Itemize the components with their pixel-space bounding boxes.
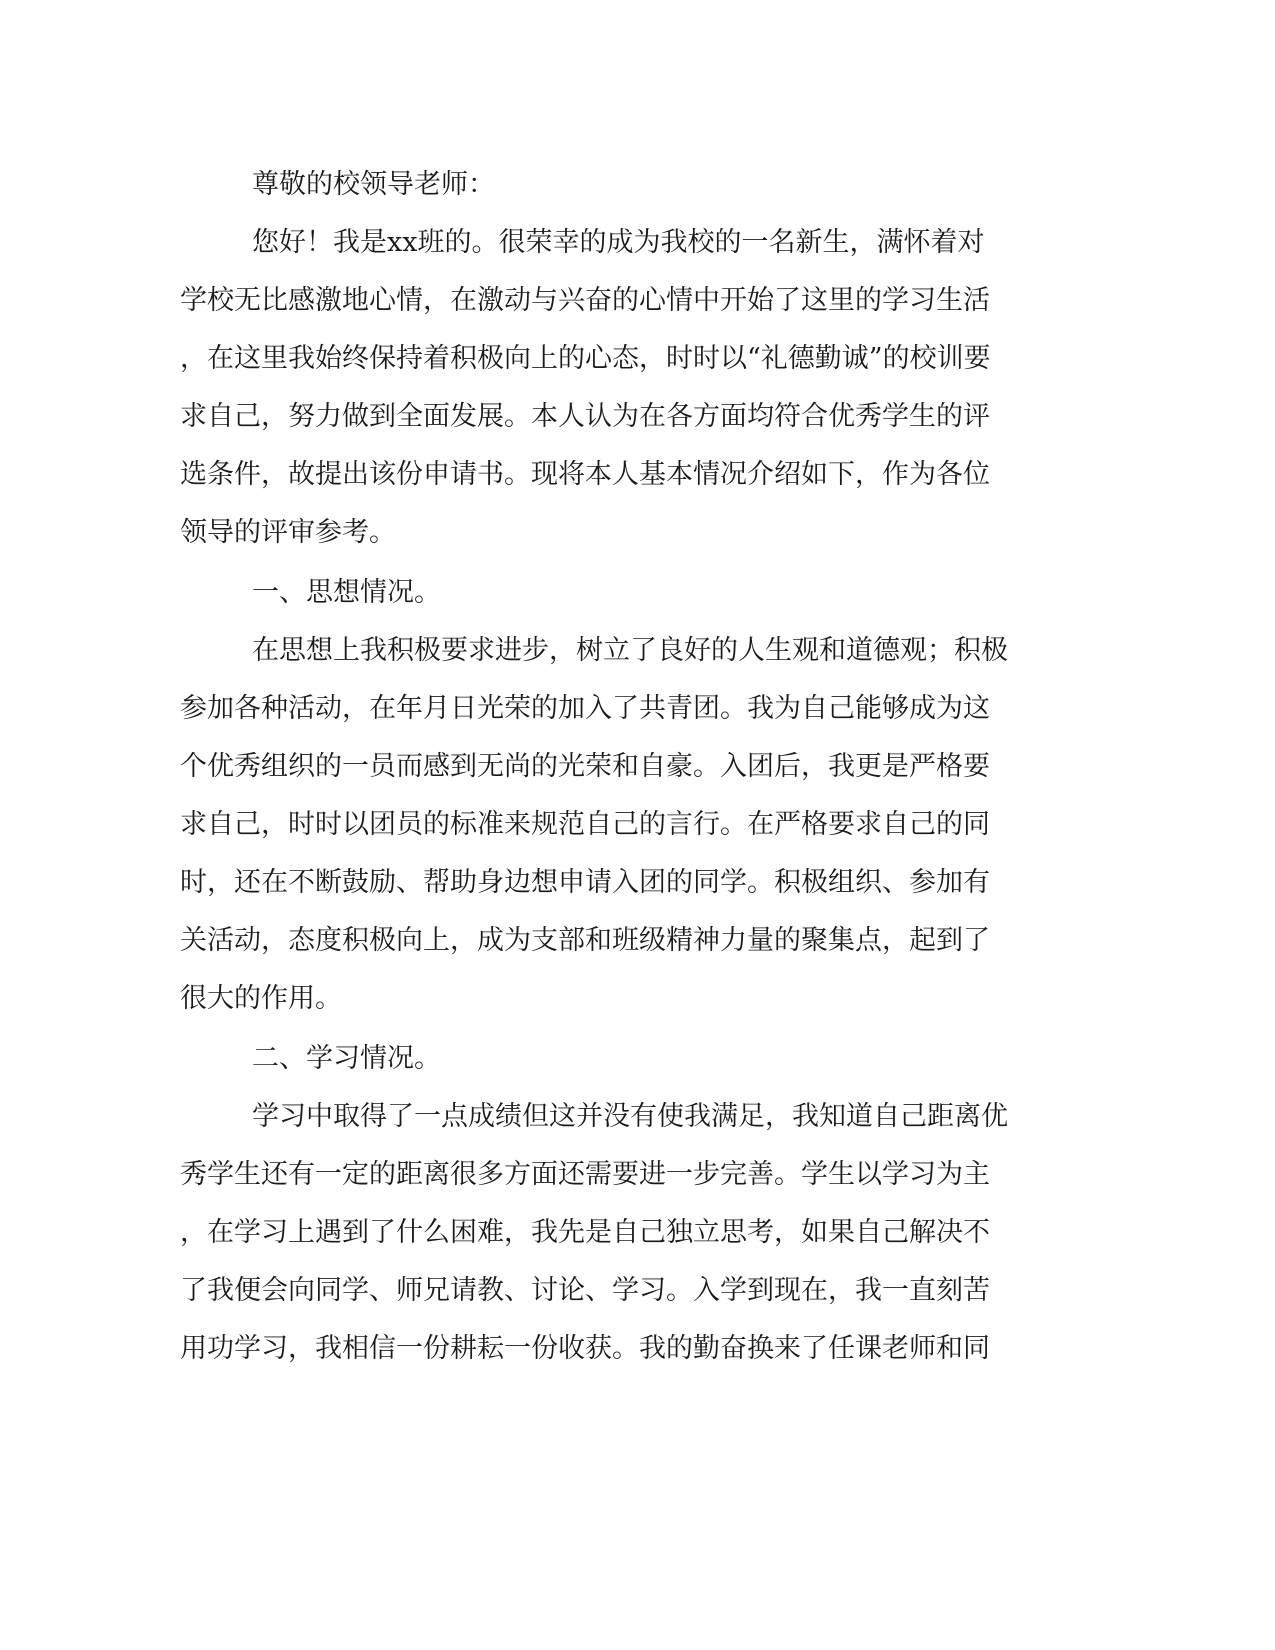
paragraph-line: 领导的评审参考。: [180, 517, 396, 548]
paragraph-line: 关活动，态度积极向上，成为支部和班级精神力量的聚集点，起到了: [180, 925, 990, 956]
paragraph-line: 很大的作用。: [180, 983, 342, 1014]
paragraph-line: 在思想上我积极要求进步，树立了良好的人生观和道德观；积极: [252, 635, 1008, 666]
paragraph-line: 求自己，努力做到全面发展。本人认为在各方面均符合优秀学生的评: [180, 401, 990, 432]
paragraph-line: 参加各种活动，在年月日光荣的加入了共青团。我为自己能够成为这: [180, 693, 990, 724]
paragraph-line: 选条件，故提出该份申请书。现将本人基本情况介绍如下，作为各位: [180, 459, 990, 490]
paragraph-line: 时，还在不断鼓励、帮助身边想申请入团的同学。积极组织、参加有: [180, 867, 990, 898]
paragraph-line: 学习中取得了一点成绩但这并没有使我满足，我知道自己距离优: [252, 1101, 1008, 1132]
paragraph-line: ，在这里我始终保持着积极向上的心态，时时以“礼德勤诚”的校训要: [180, 343, 991, 374]
paragraph-line: ，在学习上遇到了什么困难，我先是自己独立思考，如果自己解决不: [180, 1217, 990, 1248]
paragraph-line: 用功学习，我相信一份耕耘一份收获。我的勤奋换来了任课老师和同: [180, 1333, 990, 1364]
paragraph-line: 您好！我是xx班的。很荣幸的成为我校的一名新生，满怀着对: [252, 227, 985, 258]
paragraph-line: 个优秀组织的一员而感到无尚的光荣和自豪。入团后，我更是严格要: [180, 751, 990, 782]
paragraph-line: 学校无比感激地心情，在激动与兴奋的心情中开始了这里的学习生活: [180, 285, 990, 316]
salutation: 尊敬的校领导老师：: [252, 169, 495, 200]
section-heading: 一、思想情况。: [252, 577, 441, 608]
paragraph-line: 秀学生还有一定的距离很多方面还需要进一步完善。学生以学习为主: [180, 1159, 990, 1190]
paragraph-line: 求自己，时时以团员的标准来规范自己的言行。在严格要求自己的同: [180, 809, 990, 840]
paragraph-line: 了我便会向同学、师兄请教、讨论、学习。入学到现在，我一直刻苦: [180, 1275, 990, 1306]
section-heading: 二、学习情况。: [252, 1043, 441, 1074]
